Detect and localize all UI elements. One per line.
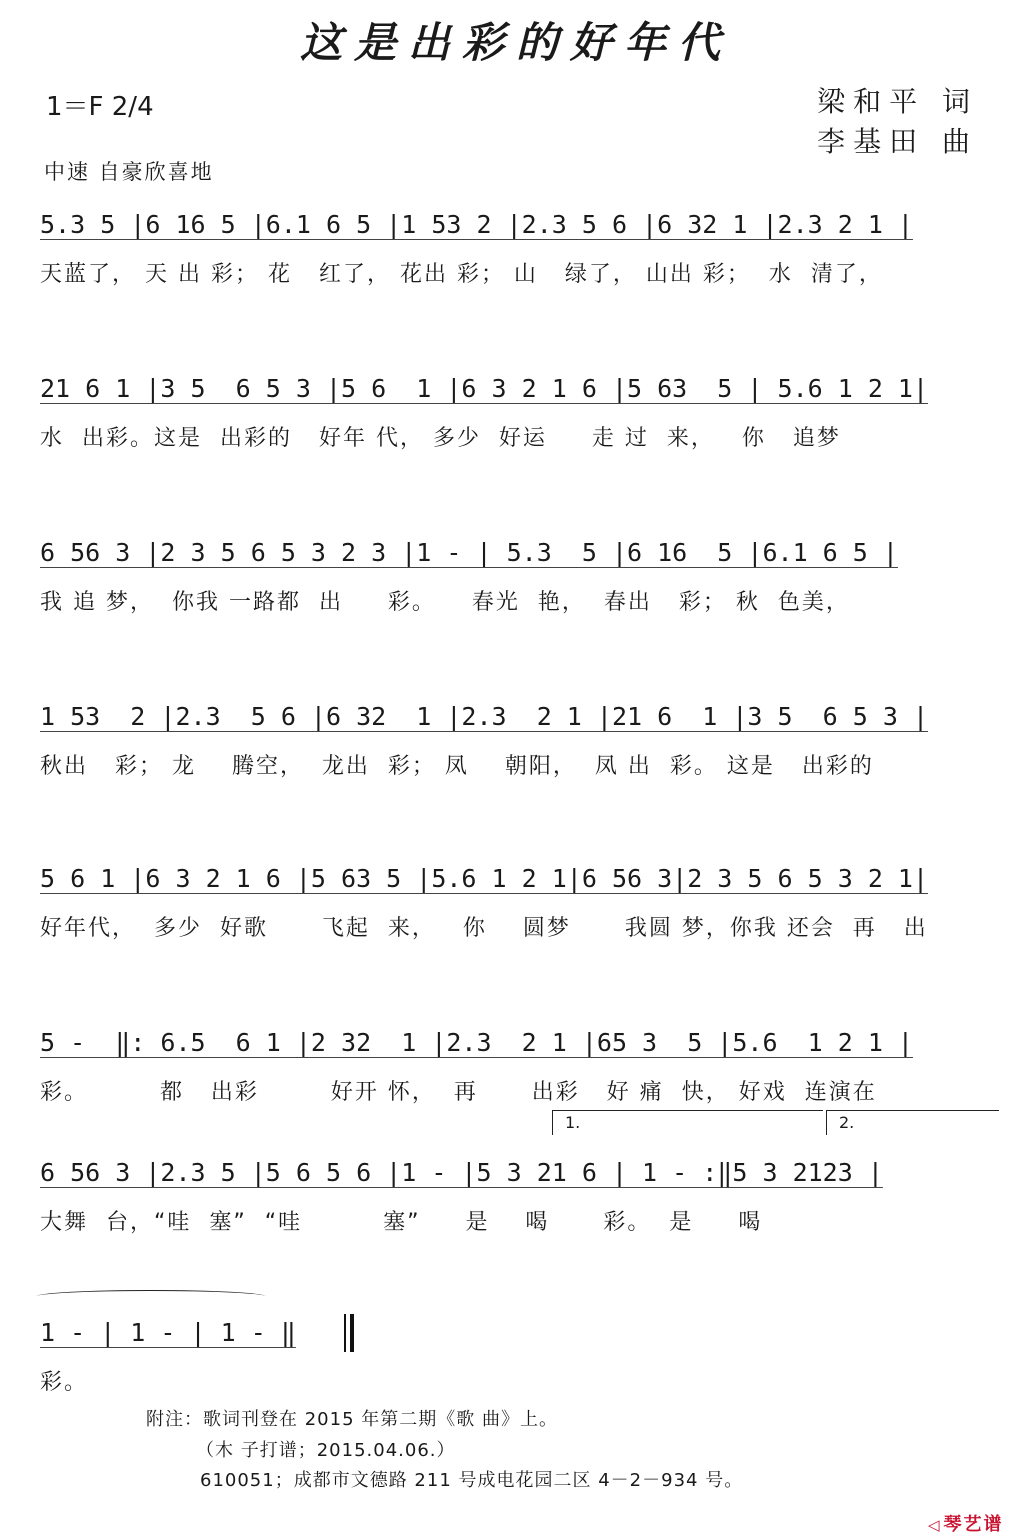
first-ending-label: 1.	[565, 1113, 581, 1132]
watermark-logo	[928, 1510, 1024, 1534]
notation-line: 5.3 5 |6 16 5 |6.1 6 5 |1 53 2 |2.3 5 6 |6 32 1 |2.3 2 1 |	[40, 210, 913, 239]
footnote-address: 610051；成都市文德路 211 号成电花园二区 4－2－934 号。	[200, 1470, 744, 1491]
composer-credit: 李基田 曲	[817, 125, 978, 158]
score-system-7	[40, 1156, 990, 1240]
logo-text: 琴艺谱	[943, 1514, 1004, 1535]
lyrics-line: 秋出 彩； 龙 腾空， 龙出 彩； 凤 朝阳， 凤 出 彩。 这是 出彩的	[40, 754, 874, 779]
score-system-2	[40, 372, 990, 456]
notation-line: 21 6 1 |3 5 6 5 3 |5 6 1 |6 3 2 1 6 |5 63 5 | 5.6 1 2 1|	[40, 374, 929, 403]
notation-line: 1 53 2 |2.3 5 6 |6 32 1 |2.3 2 1 |21 6 1 |3 5 6 5 3 |	[40, 702, 929, 731]
lyrics-line: 天蓝了， 天 出 彩； 花 红了， 花出 彩； 山 绿了， 山出 彩； 水 清了，	[40, 262, 883, 287]
lyrics-line: 大舞 台，“哇 塞” “哇 塞” 是 喝 彩。 是 喝	[40, 1210, 763, 1235]
second-ending-label: 2.	[839, 1113, 855, 1132]
notation-line: 6 56 3 |2.3 5 |5 6 5 6 |1 - |5 3 21 6 | 1 - :‖5 3 2123 |	[40, 1158, 883, 1187]
score-system-5	[40, 862, 990, 946]
first-ending-bracket	[552, 1110, 823, 1135]
key-signature: 1＝F 2/4	[46, 92, 154, 122]
lyrics-line: 彩。	[40, 1370, 89, 1395]
final-barline-thin	[344, 1314, 346, 1352]
score-system-4	[40, 700, 990, 784]
lyricist-credit: 梁和平 词	[817, 85, 978, 118]
notation-line: 1 - | 1 - | 1 - ‖	[40, 1318, 296, 1347]
lyrics-line: 水 出彩。这是 出彩的 好年 代， 多少 好运 走 过 来， 你 追梦	[40, 426, 841, 451]
notation-line: 5 6 1 |6 3 2 1 6 |5 63 5 |5.6 1 2 1|6 56 3|2 3 5 6 5 3 2 1|	[40, 864, 929, 893]
lyrics-line: 好年代， 多少 好歌 飞起 来， 你 圆梦 我圆 梦，你我 还会 再 出	[40, 916, 928, 941]
song-title: 这是出彩的好年代	[299, 18, 732, 67]
final-barline-thick	[350, 1314, 354, 1352]
tie-arc	[36, 1290, 266, 1303]
notation-line: 5 - ‖: 6.5 6 1 |2 32 1 |2.3 2 1 |65 3 5 |5.6 1 2 1 |	[40, 1028, 913, 1057]
score-system-6	[40, 1026, 990, 1110]
lyrics-line: 彩。 都 出彩 好开 怀， 再 出彩 好 痛 快， 好戏 连演在	[40, 1080, 877, 1105]
score-system-3	[40, 536, 990, 620]
tempo-marking: 中速 自豪欣喜地	[44, 160, 214, 184]
score-system-1	[40, 208, 990, 292]
notation-line: 6 56 3 |2 3 5 6 5 3 2 3 |1 - | 5.3 5 |6 16 5 |6.1 6 5 |	[40, 538, 898, 567]
score-system-8	[40, 1316, 990, 1400]
second-ending-bracket	[826, 1110, 999, 1135]
footnote-source: 附注：歌词刊登在 2015 年第二期《歌 曲》上。	[146, 1409, 558, 1430]
logo-icon: ◁	[928, 1516, 942, 1534]
lyrics-line: 我 追 梦， 你我 一路都 出 彩。 春光 艳， 春出 彩； 秋 色美，	[40, 590, 850, 615]
footnote-transcriber: （木 子打谱；2015.04.06.）	[196, 1440, 456, 1461]
